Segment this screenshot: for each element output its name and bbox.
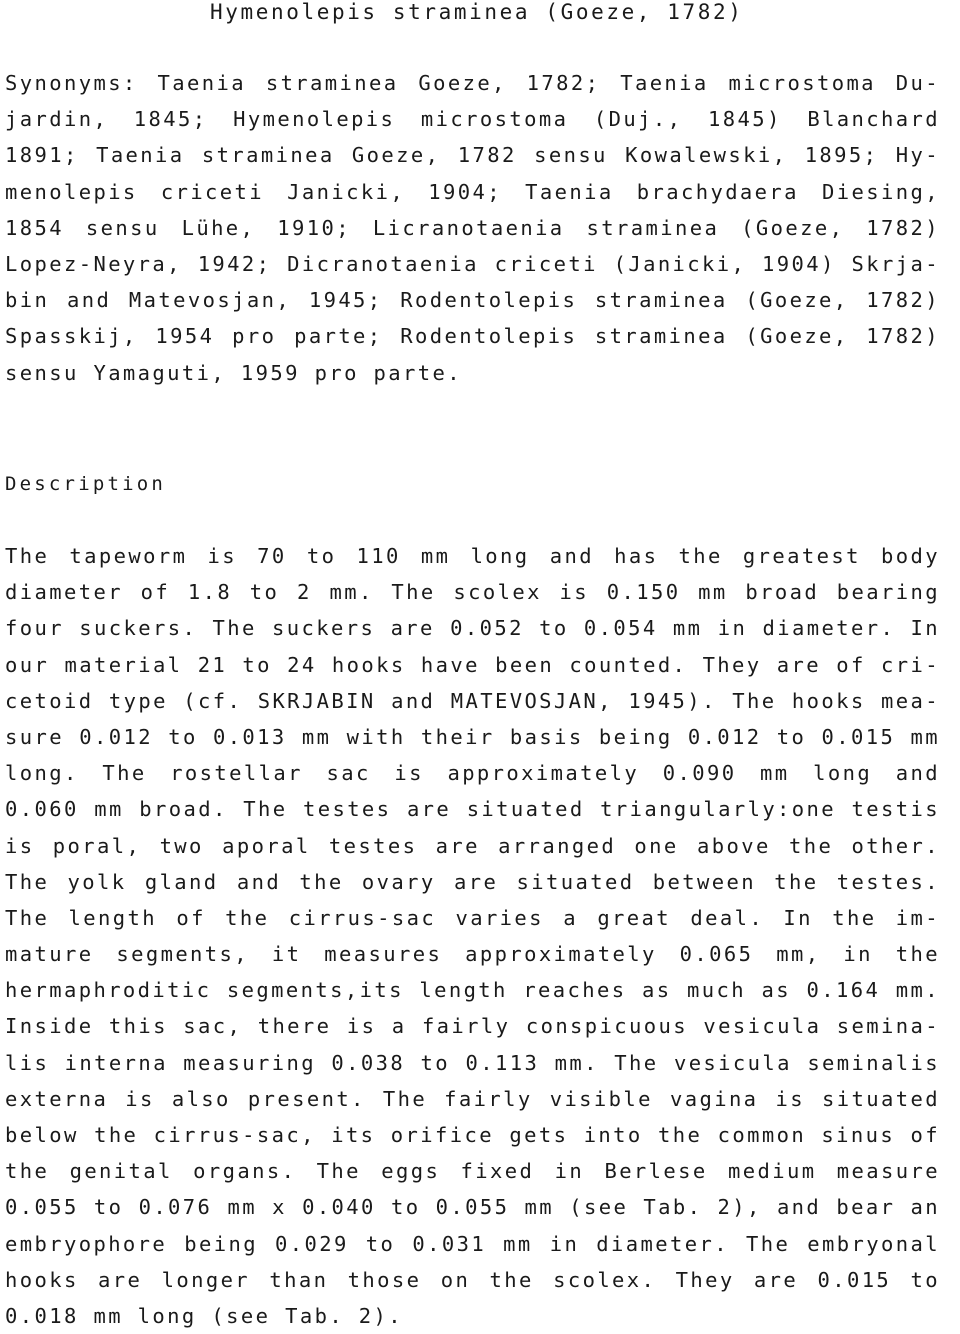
description-line: The length of the cirrus-sac varies a great deal. In the im- xyxy=(5,905,940,930)
synonyms-line: sensu Yamaguti, 1959 pro parte. xyxy=(5,360,463,385)
description-heading: Description xyxy=(5,473,167,495)
synonyms-paragraph xyxy=(5,65,945,391)
description-line: 0.055 to 0.076 mm x 0.040 to 0.055 mm (see Tab. 2), and bear an xyxy=(5,1195,940,1220)
synonyms-line: 1854 sensu Lühe, 1910; Licranotaenia straminea (Goeze, 1782) xyxy=(5,215,940,240)
synonyms-line: Lopez-Neyra, 1942; Dicranotaenia criceti (Janicki, 1904) Skrja- xyxy=(5,251,940,276)
description-line: 0.060 mm broad. The testes are situated triangularly:one testis xyxy=(5,797,940,822)
description-line: diameter of 1.8 to 2 mm. The scolex is 0.150 mm broad bearing xyxy=(5,580,940,605)
synonyms-line: jardin, 1845; Hymenolepis microstoma (Duj., 1845) Blanchard xyxy=(5,107,940,132)
description-line: Inside this sac, there is a fairly conspicuous vesicula semina- xyxy=(5,1014,940,1039)
description-line: the genital organs. The eggs fixed in Berlese medium measure xyxy=(5,1159,940,1184)
description-line: embryophore being 0.029 to 0.031 mm in diameter. The embryonal xyxy=(5,1231,940,1256)
description-line: is poral, two aporal testes are arranged one above the other. xyxy=(5,833,940,858)
description-line: lis interna measuring 0.038 to 0.113 mm. The vesicula seminalis xyxy=(5,1050,940,1075)
description-line: externa is also present. The fairly visible vagina is situated xyxy=(5,1086,940,1111)
synonyms-line: menolepis criceti Janicki, 1904; Taenia brachydaera Diesing, xyxy=(5,179,940,204)
description-line: sure 0.012 to 0.013 mm with their basis being 0.012 to 0.015 mm xyxy=(5,724,940,749)
description-line: below the cirrus-sac, its orifice gets into the common sinus of xyxy=(5,1123,940,1147)
description-line: four suckers. The suckers are 0.052 to 0.054 mm in diameter. In xyxy=(5,616,940,641)
species-title: Hymenolepis straminea (Goeze, 1782) xyxy=(210,0,744,24)
synonyms-line: bin and Matevosjan, 1945; Rodentolepis straminea (Goeze, 1782) xyxy=(5,288,940,313)
synonyms-line: 1891; Taenia straminea Goeze, 1782 sensu Kowalewski, 1895; Hy- xyxy=(5,143,940,168)
description-line: The tapeworm is 70 to 110 mm long and has the greatest body xyxy=(5,544,940,568)
description-line: cetoid type (cf. SKRJABIN and MATEVOSJAN, 1945). The hooks mea- xyxy=(5,688,940,713)
synonyms-line: Synonyms: Taenia straminea Goeze, 1782; Taenia microstoma Du- xyxy=(5,71,940,95)
description-line: The yolk gland and the ovary are situated between the testes. xyxy=(5,869,940,894)
description-line: hooks are longer than those on the scolex. They are 0.015 to xyxy=(5,1267,940,1292)
synonyms-line: Spasskij, 1954 pro parte; Rodentolepis straminea (Goeze, 1782) xyxy=(5,324,940,349)
description-line: hermaphroditic segments,its length reaches as much as 0.164 mm. xyxy=(5,978,940,1003)
description-line: mature segments, it measures approximately 0.065 mm, in the xyxy=(5,942,940,967)
description-line: long. The rostellar sac is approximately 0.090 mm long and xyxy=(5,761,940,786)
description-line: our material 21 to 24 hooks have been counted. They are of cri- xyxy=(5,652,940,677)
description-line: 0.018 mm long (see Tab. 2). xyxy=(5,1303,404,1328)
description-paragraph xyxy=(5,538,945,1334)
